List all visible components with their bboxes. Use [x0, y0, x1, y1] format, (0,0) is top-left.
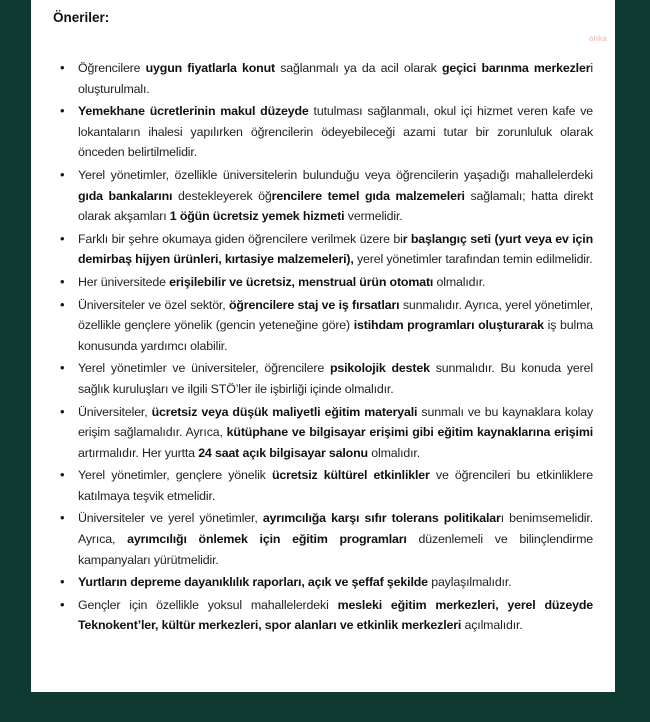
text: düzenlemeli ve bilinçlendirme kampanyaları yürütmelidir.	[78, 532, 594, 567]
bullet-icon: •	[60, 296, 65, 312]
text: Üniversiteler,	[78, 404, 152, 419]
bullet-icon: •	[60, 103, 65, 119]
text: ve öğrencileri bu etkinliklere katılmaya teşvik etmelidir.	[78, 468, 594, 503]
bold-text: ayrımcılığı önlemek için eğitim programları	[127, 532, 407, 547]
list-item	[53, 295, 593, 357]
document-page	[31, 0, 615, 692]
text: artırmalıdır. Her yurtta	[78, 445, 199, 460]
text: olmalıdır.	[367, 445, 420, 460]
list-item	[53, 402, 593, 464]
text: Öğrencilere	[78, 61, 146, 75]
bold-text: Yemekhane ücretlerinin makul düzeyde	[78, 104, 309, 119]
bold-text: r başlangıç seti (yurt veya ev için demirbaş hijyen ürünleri, kırtasiye malzemeleri),	[78, 231, 593, 267]
text: Yerel yönetimler, gençlere yönelik	[78, 468, 272, 483]
bullet-icon: •	[60, 403, 65, 419]
bold-text: rencilere temel gıda malzemeleri	[271, 188, 465, 203]
bold-text: ücretsiz kültürel etkinlikler	[271, 468, 430, 483]
text: tutulması sağlanmalı, okul içi hizmet veren kafe ve lokantaların ihalesi yapılırken öğrencilerin ödeyebileceği azami tutar bir zorunluluk olarak önceden belirtilmelidir.	[78, 104, 593, 160]
bold-text: istihdam programları oluşturarak	[353, 318, 544, 333]
list-item	[53, 595, 593, 636]
bold-text: ayrımcılığa karşı sıfır tolerans politikalar	[262, 511, 501, 526]
list-item	[53, 508, 593, 570]
bold-text: uygun fiyatlarla konut	[145, 61, 275, 75]
bullet-icon: •	[60, 574, 65, 590]
text: Yerel yönetimler ve üniversiteler, öğrencilere	[78, 361, 330, 376]
text: Üniversiteler ve yerel yönetimler,	[78, 511, 263, 526]
list-item	[53, 229, 593, 270]
bold-text: öğrencilere staj ve iş fırsatları	[228, 297, 400, 312]
bullet-icon: •	[60, 273, 65, 289]
text: yerel yönetimler tarafından temin edilmelidir.	[353, 252, 593, 267]
bullet-icon: •	[60, 467, 65, 483]
bold-text: 24 saat açık bilgisayar salonu	[198, 445, 368, 460]
bold-text: psikolojik destek	[329, 361, 430, 376]
text: Her üniversitede	[78, 274, 170, 289]
bold-text: erişilebilir ve ücretsiz, menstrual ürün otomatı	[169, 274, 434, 289]
bold-text: gıda bankalarını	[78, 188, 173, 203]
text: Gençler için özellikle yoksul mahallelerdeki	[78, 597, 338, 612]
bullet-icon: •	[60, 360, 65, 376]
bold-text: kütüphane ve bilgisayar erişimi gibi eğitim kaynaklarına erişimi	[226, 425, 594, 440]
text: ı benimsemelidir. Ayrıca,	[78, 511, 593, 547]
text: sunmalı ve bu kaynaklara kolay erişim sağlamalıdır. Ayrıca,	[78, 404, 594, 440]
text: sunmalıdır. Bu konuda yerel sağlık kuruluşları ve ilgili STÖ’ler ile işbirliği içinde olmalıdır.	[78, 361, 593, 396]
list-item	[53, 101, 593, 163]
page-title: Öneriler:	[53, 10, 110, 25]
list-item	[53, 572, 593, 593]
bold-text: ücretsiz veya düşük maliyetli eğitim materyali	[151, 404, 418, 419]
text: sağlanmalı ya da acil olarak	[274, 61, 442, 75]
bold-text: 1 öğün ücretsiz yemek hizmeti	[169, 209, 345, 224]
text: iş bulma konusunda yardımcı olabilir.	[78, 318, 593, 353]
watermark-text: anka	[588, 34, 607, 43]
text: sağlamalı; hatta direkt olarak akşamları	[78, 188, 593, 224]
recommendation-list	[53, 58, 593, 638]
bullet-icon: •	[60, 60, 65, 75]
bullet-icon: •	[60, 510, 65, 526]
text: sunmalıdır. Ayrıca, yerel yönetimler, özellikle gençlere yönelik (gencin yeteneğine göre)	[78, 297, 594, 333]
bold-text: Yurtların depreme dayanıklılık raporları, açık ve şeffaf şekilde	[78, 575, 428, 590]
text: Farklı bir şehre okumaya giden öğrencilere verilmek üzere bi	[78, 231, 403, 246]
bullet-icon: •	[60, 596, 65, 612]
text: açılmalıdır.	[461, 618, 523, 633]
list-item	[53, 465, 593, 506]
list-item	[53, 165, 593, 227]
bullet-icon: •	[60, 166, 65, 182]
bold-text: mesleki eğitim merkezleri, yerel düzeyde Teknokent’ler, kültür merkezleri, spor alanları ve etkinlik merkezleri	[78, 597, 593, 633]
bullet-icon: •	[60, 230, 65, 246]
list-item	[53, 272, 593, 293]
bold-text: geçici barınma merkezler	[441, 61, 591, 75]
text: vermelidir.	[344, 209, 403, 224]
list-item	[53, 58, 593, 99]
list-item	[53, 358, 593, 399]
text: paylaşılmalıdır.	[427, 575, 512, 590]
text: Üniversiteler ve özel sektör,	[78, 297, 229, 312]
text: olmalıdır.	[433, 274, 486, 289]
text: i oluşturulmalı.	[78, 61, 593, 96]
text: destekleyerek öğ	[172, 188, 272, 203]
text: Yerel yönetimler, özellikle üniversitelerin bulunduğu veya öğrencilerin yaşadığı mahallelerdeki	[78, 167, 593, 182]
